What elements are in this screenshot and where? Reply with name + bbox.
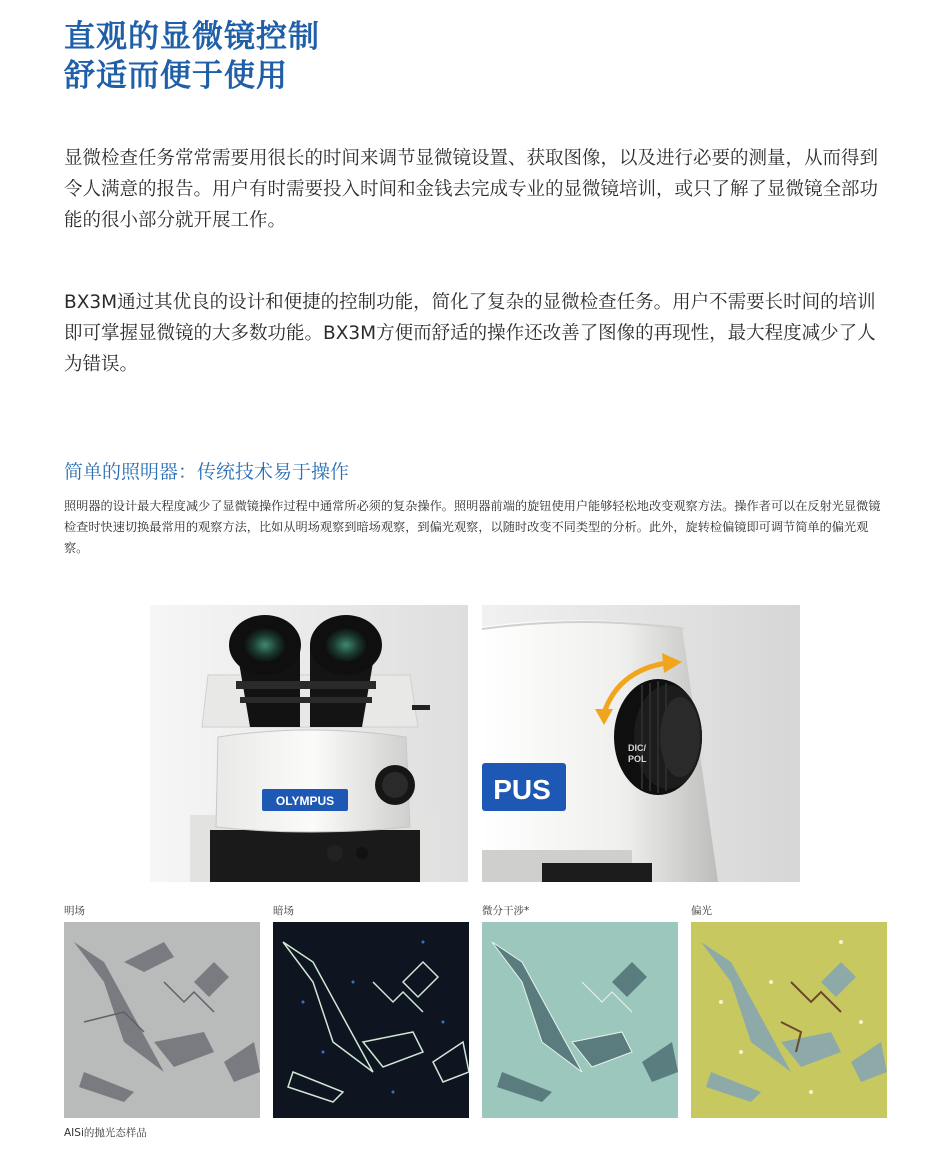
sample-label-brightfield: 明场 xyxy=(64,905,85,917)
section-heading: 简单的照明器：传统技术易于操作 xyxy=(64,461,350,483)
dic-label: DIC/ xyxy=(628,743,646,753)
sample-label-darkfield: 暗场 xyxy=(273,905,294,917)
sample-image-polarized xyxy=(691,922,887,1118)
sample-label-dic: 微分干涉* xyxy=(482,905,530,917)
pol-label: POL xyxy=(628,754,647,764)
page-title xyxy=(64,18,320,96)
title-line-2: 舒适而便于使用 xyxy=(64,58,288,94)
olympus-logo: OLYMPUS xyxy=(275,794,335,808)
sample-image-brightfield xyxy=(64,922,260,1118)
olympus-logo-fragment: PUS xyxy=(493,774,551,805)
sample-image-dic xyxy=(482,922,678,1118)
sample-footnote: AISi的抛光态样品 xyxy=(64,1127,147,1139)
intro-paragraph-1: 显微检查任务常常需要用很长的时间来调节显微镜设置、获取图像，以及进行必要的测量，从而得到令人满意的报告。用户有时需要投入时间和金钱去完成专业的显微镜培训，或只了解了显微镜全部功能的很小部分就开展工作。 xyxy=(64,148,879,231)
sample-label-polarized: 偏光 xyxy=(691,905,712,917)
sample-image-darkfield xyxy=(273,922,469,1118)
intro-paragraph-2: BX3M通过其优良的设计和便捷的控制功能，简化了复杂的显微检查任务。用户不需要长时间的培训即可掌握显微镜的大多数功能。BX3M方便而舒适的操作还改善了图像的再现性，最大程度减少了人为错误。 xyxy=(64,292,876,375)
title-line-1: 直观的显微镜控制 xyxy=(64,19,320,55)
microscope-photo xyxy=(150,605,468,882)
section-body: 照明器的设计最大程度减少了显微镜操作过程中通常所必须的复杂操作。照明器前端的旋钮使用户能够轻松地改变观察方法。操作者可以在反射光显微镜检查时快速切换最常用的观察方法，比如从明场观察到暗场观察，到偏光观察，以随时改变不同类型的分析。此外，旋转检偏镜即可调节简单的偏光观察。 xyxy=(64,499,881,555)
illuminator-knob-photo xyxy=(482,605,800,882)
